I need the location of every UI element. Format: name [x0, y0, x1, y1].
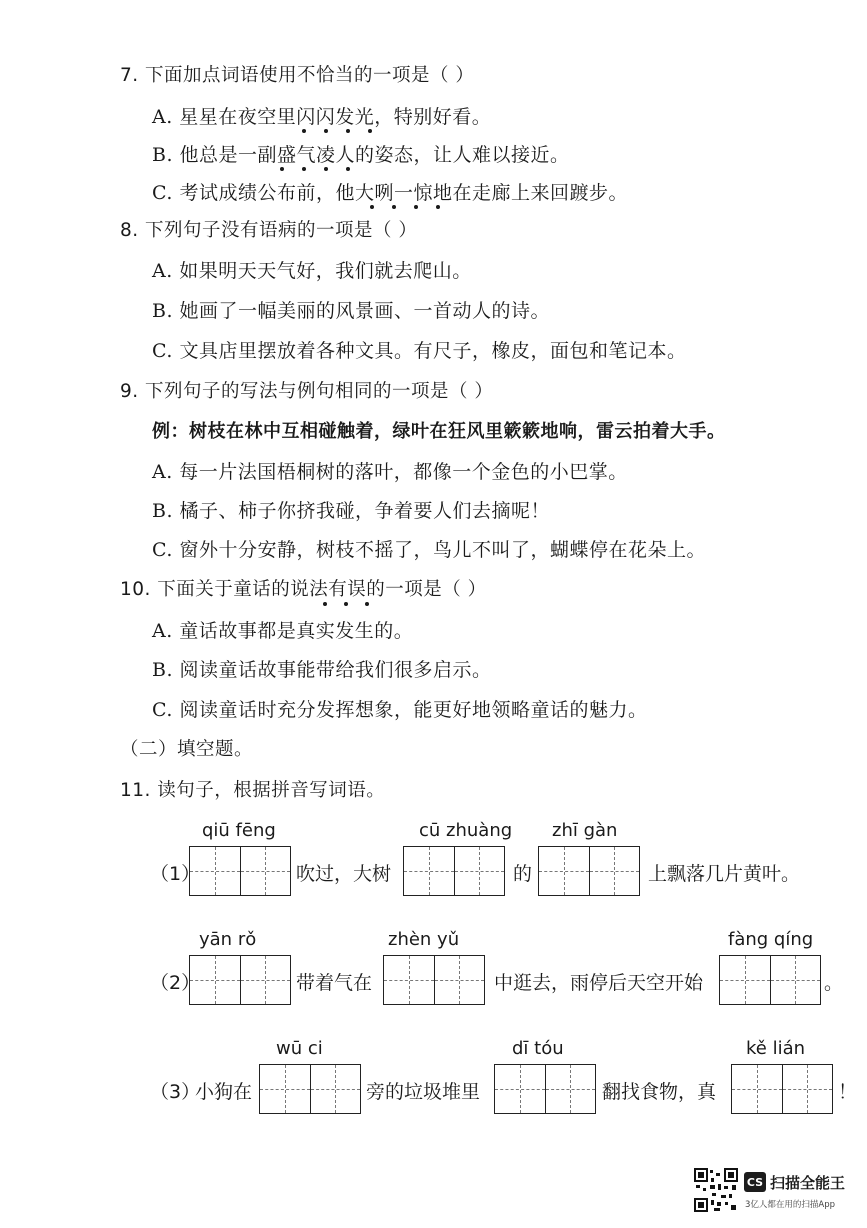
pinyin-label: cū zhuàng: [419, 820, 513, 841]
emphasis-dot: [414, 205, 418, 209]
emphasis-dot: [344, 602, 348, 606]
question-9-option-b: B. 橘子、柿子你挤我碰，争着要人们去摘呢！: [152, 500, 551, 522]
pinyin-label: dī tóu: [512, 1038, 564, 1059]
emphasis-dot: [392, 205, 396, 209]
question-8-option-b: B. 她画了一幅美丽的风景画、一首动人的诗。: [152, 300, 551, 322]
brand-name: 扫描全能王: [770, 1174, 846, 1192]
emphasis-dot: [346, 167, 350, 171]
emphasis-dot: [302, 167, 306, 171]
emphasis-dot: [323, 602, 327, 606]
answer-box[interactable]: [538, 846, 640, 896]
question-9-stem: 9. 下列句子的写法与例句相同的一项是（ ）: [120, 381, 494, 402]
answer-box[interactable]: [494, 1064, 596, 1114]
item-number: （1）: [150, 863, 201, 885]
pinyin-label: yān rǒ: [199, 929, 257, 950]
pinyin-label: zhī gàn: [552, 820, 618, 841]
answer-box[interactable]: [719, 955, 821, 1005]
question-7-stem: 7. 下面加点词语使用不恰当的一项是（ ）: [120, 65, 475, 86]
question-8-option-a: A. 如果明天天气好，我们就去爬山。: [152, 260, 472, 282]
sentence-text: 吹过，大树: [296, 863, 392, 885]
answer-box[interactable]: [403, 846, 505, 896]
pinyin-label: kě lián: [746, 1038, 806, 1059]
question-7-option-c: C. 考试成绩公布前，他大咧一惊地在走廊上来回踱步。: [152, 182, 628, 204]
emphasis-dot: [346, 129, 350, 133]
answer-box[interactable]: [189, 846, 291, 896]
camscanner-logo-icon: CS: [744, 1172, 766, 1192]
emphasis-dot: [280, 167, 284, 171]
question-9-option-a: A. 每一片法国梧桐树的落叶，都像一个金色的小巴掌。: [152, 461, 628, 483]
section-heading: （二）填空题。: [120, 739, 254, 760]
pinyin-label: fàng qíng: [728, 929, 814, 950]
answer-box[interactable]: [731, 1064, 833, 1114]
question-10-option-c: C. 阅读童话时充分发挥想象，能更好地领略童话的魅力。: [152, 699, 648, 721]
emphasis-dot: [370, 205, 374, 209]
question-11-stem: 11. 读句子，根据拼音写词语。: [120, 780, 386, 801]
emphasis-dot: [324, 129, 328, 133]
question-8-stem: 8. 下列句子没有语病的一项是（ ）: [120, 220, 418, 241]
item-number: （3）: [150, 1081, 201, 1103]
sentence-text: 翻找食物，真: [602, 1081, 717, 1103]
emphasis-dot: [302, 129, 306, 133]
answer-box[interactable]: [383, 955, 485, 1005]
sentence-text: 。: [824, 972, 844, 994]
item-number: （2）: [150, 972, 201, 994]
sentence-text: 旁的垃圾堆里: [366, 1081, 481, 1103]
qr-code-icon: [694, 1168, 738, 1212]
question-8-option-c: C. 文具店里摆放着各种文具。有尺子，橡皮，面包和笔记本。: [152, 340, 687, 362]
question-10-stem: 10. 下面关于童话的说法有误的一项是（ ）: [120, 579, 487, 600]
pinyin-label: qiū fēng: [202, 820, 276, 841]
question-9-example: 例：树枝在林中互相碰触着，绿叶在狂风里簌簌地响，雷云拍着大手。: [152, 421, 726, 442]
sentence-text: 小狗在: [195, 1081, 253, 1103]
emphasis-dot: [324, 167, 328, 171]
answer-box[interactable]: [189, 955, 291, 1005]
sentence-text: 带着气在: [296, 972, 373, 994]
question-7-option-b: B. 他总是一副盛气凌人的姿态，让人难以接近。: [152, 144, 570, 166]
question-10-option-b: B. 阅读童话故事能带给我们很多启示。: [152, 659, 492, 681]
question-10-option-a: A. 童话故事都是真实发生的。: [152, 620, 414, 642]
sentence-text: ！: [838, 1081, 858, 1103]
sentence-text: 中逛去，雨停后天空开始: [494, 972, 704, 994]
emphasis-dot: [436, 205, 440, 209]
pinyin-label: zhèn yǔ: [388, 929, 460, 950]
brand-tagline: 3亿人都在用的扫描App: [745, 1200, 836, 1210]
pinyin-label: wū ci: [276, 1038, 323, 1059]
emphasis-dot: [365, 602, 369, 606]
emphasis-dot: [368, 129, 372, 133]
sentence-text: 的: [513, 863, 533, 885]
question-9-option-c: C. 窗外十分安静，树枝不摇了，鸟儿不叫了，蝴蝶停在花朵上。: [152, 539, 706, 561]
question-7-option-a: A. 星星在夜空里闪闪发光，特别好看。: [152, 106, 492, 128]
sentence-text: 上飘落几片黄叶。: [648, 863, 801, 885]
answer-box[interactable]: [259, 1064, 361, 1114]
